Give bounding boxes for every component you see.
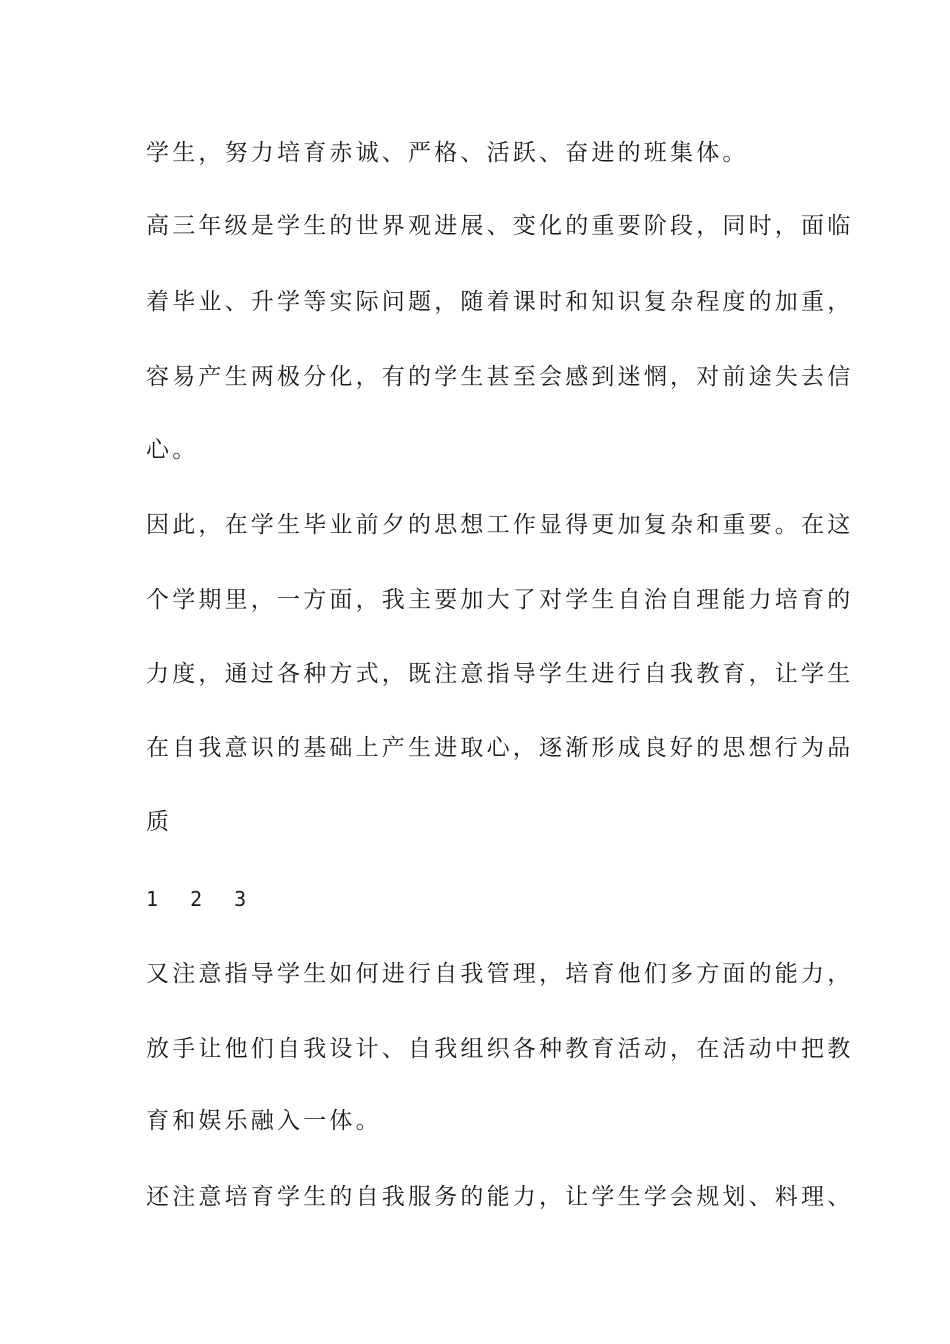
text-line: 还注意培育学生的自我服务的能力，让学生学会规划、料理、: [146, 1184, 854, 1210]
text-line: 又注意指导学生如何进行自我管理，培育他们多方面的能力，: [146, 961, 854, 987]
text-line: 在自我意识的基础上产生进取心，逐渐形成良好的思想行为品: [146, 735, 854, 761]
text-line: 心。: [146, 437, 199, 463]
text-line: 高三年级是学生的世界观进展、变化的重要阶段，同时，面临: [146, 213, 854, 239]
text-line: 着毕业、升学等实际问题，随着课时和知识复杂程度的加重，: [146, 289, 854, 315]
text-line: 力度，通过各种方式，既注意指导学生进行自我教育，让学生: [146, 661, 854, 687]
text-line: 育和娱乐融入一体。: [146, 1108, 382, 1134]
page-numbers: 1 2 3: [146, 887, 257, 911]
text-line: 学生，努力培育赤诚、严格、活跃、奋进的班集体。: [146, 140, 749, 166]
text-line: 质: [146, 809, 173, 835]
text-line: 容易产生两极分化，有的学生甚至会感到迷惘，对前途失去信: [146, 364, 854, 390]
text-line: 放手让他们自我设计、自我组织各种教育活动，在活动中把教: [146, 1036, 854, 1062]
text-line: 个学期里，一方面，我主要加大了对学生自治自理能力培育的: [146, 587, 854, 613]
text-line: 因此，在学生毕业前夕的思想工作显得更加复杂和重要。在这: [146, 512, 854, 538]
